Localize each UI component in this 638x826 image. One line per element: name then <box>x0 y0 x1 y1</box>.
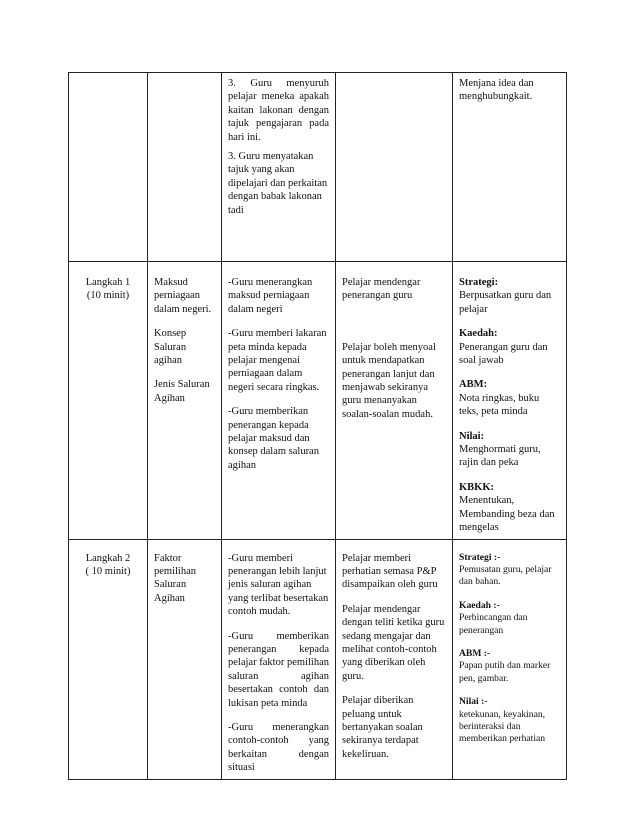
activity-text: -Guru memberikan penerangan kepada pelajar maksud dan konsep dalam saluran agihan <box>228 406 319 471</box>
notes-text: ketekunan, keyakinan, berinteraksi dan memberikan perhatian <box>459 708 546 745</box>
student-text: Pelajar mendengar penerangan guru <box>342 277 421 302</box>
activity-text: -Guru memberi penerangan lebih lanjut jenis saluran agihan yang terlibat besertakan contoh mudah. <box>228 552 329 618</box>
cell-student-activity <box>336 262 453 540</box>
step-time: (10 minit) <box>86 290 130 302</box>
table-row <box>69 539 567 779</box>
content-text: Faktor pemilihan Saluran Agihan <box>154 552 196 604</box>
notes-text: Berpusatkan guru dan pelajar <box>459 290 552 315</box>
notes-heading: ABM: <box>459 379 487 391</box>
lesson-plan-table <box>68 72 567 780</box>
cell-content <box>148 262 222 540</box>
student-text: Pelajar diberikan peluang untuk bertanyakan soalan sekiranya terdapat kekeliruan. <box>342 695 423 760</box>
cell-notes <box>453 539 567 779</box>
content-text: Maksud perniagaan dalam negeri. <box>154 277 212 315</box>
notes-heading: Strategi: <box>459 277 499 288</box>
student-text: Pelajar mendengar dengan teliti ketika guru sedang mengajar dan melihat contoh-contoh yang diberikan oleh guru. <box>342 603 445 682</box>
table-row <box>69 73 567 262</box>
cell-student-activity <box>336 73 453 262</box>
cell-step <box>69 539 148 779</box>
cell-teacher-activity <box>222 262 336 540</box>
activity-text: -Guru menerangkan maksud perniagaan dalam negeri <box>228 277 313 315</box>
activity-text: -Guru memberi lakaran peta minda kepada pelajar mengenai perniagaan dalam negeri secara ringkas. <box>228 328 327 393</box>
cell-notes <box>453 73 567 262</box>
notes-heading: Nilai :- <box>459 696 488 708</box>
step-label: Langkah 1 <box>85 277 131 288</box>
notes-heading: Nilai: <box>459 430 485 442</box>
cell-teacher-activity <box>222 539 336 779</box>
notes-text: Menentukan, Membanding beza dan mengelas <box>459 495 555 534</box>
student-text: Pelajar boleh menyoal untuk mendapatkan penerangan lanjut dan menjawab sekiranya guru menanyakan soalan-soalan mudah. <box>342 341 436 420</box>
cell-teacher-activity <box>222 73 336 262</box>
cell-student-activity <box>336 539 453 779</box>
cell-content <box>148 539 222 779</box>
notes-heading: Kaedah: <box>459 328 498 340</box>
activity-text: -Guru memberikan penerangan kepada pelajar faktor pemilihan saluran agihan besertakan contoh dan lukisan peta minda <box>228 630 329 709</box>
cell-step <box>69 262 148 540</box>
notes-heading: Kaedah :- <box>459 599 500 611</box>
notes-text: Menghormati guru, rajin dan peka <box>459 444 541 469</box>
notes-text: Nota ringkas, buku teks, peta minda <box>459 392 540 418</box>
notes-text: Papan putih dan marker pen, gambar. <box>459 660 551 684</box>
student-text: Pelajar memberi perhatian semasa P&P disampaikan oleh guru <box>342 552 438 591</box>
notes-heading: ABM :- <box>459 647 491 659</box>
activity-text: -Guru menerangkan contoh-contoh yang berkaitan dengan situasi <box>228 721 329 774</box>
notes-text: Penerangan guru dan soal jawab <box>459 341 548 367</box>
table-row <box>69 262 567 540</box>
cell-content <box>148 73 222 262</box>
notes-text: Perbincangan dan penerangan <box>459 612 528 636</box>
step-label: Langkah 2 <box>85 552 131 564</box>
notes-heading: KBKK: <box>459 481 495 493</box>
content-text: Jenis Saluran Agihan <box>154 379 210 404</box>
content-text: Konsep Saluran agihan <box>154 328 187 367</box>
cell-step <box>69 73 148 262</box>
activity-text: 3. Guru menyuruh pelajar meneka apakah kaitan lakonan dengan tajuk pengajaran pada hari ini. <box>228 78 329 143</box>
activity-text: 3. Guru menyatakan tajuk yang akan dipelajari dan perkaitan dengan babak lakonan tadi <box>228 151 328 216</box>
notes-text: Pemusatan guru, pelajar dan bahan. <box>459 563 552 588</box>
notes-text: Menjana idea dan menghubungkait. <box>459 78 534 103</box>
notes-heading: Strategi :- <box>459 551 501 563</box>
step-time: ( 10 minit) <box>85 565 131 577</box>
cell-notes <box>453 262 567 540</box>
